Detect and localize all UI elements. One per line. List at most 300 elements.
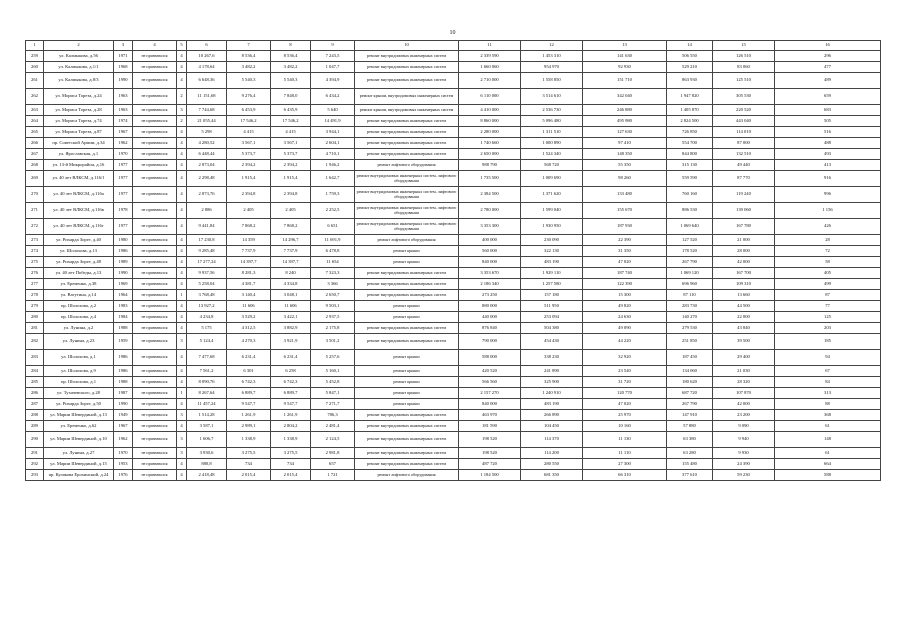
column-header: 3 (114, 41, 133, 51)
table-row (26, 51, 881, 62)
unit-cost-cell: 58 (775, 257, 881, 268)
cost-cell: 2 157 270 (459, 388, 521, 399)
address-cell: ул. 40 лет Победы, д.13 (44, 268, 114, 279)
works-cell: ремонт внутридомовых инженерных систем (355, 290, 459, 301)
category-cell: 4 (177, 421, 187, 432)
year-cell: 1967 (114, 421, 133, 432)
row-number-cell: 292 (26, 459, 44, 470)
cost-cell: 148 350 (583, 149, 667, 160)
cost-cell: 273 250 (459, 290, 521, 301)
emergency-status-cell: не признавался (133, 334, 177, 350)
cost-cell: 9 940 (713, 432, 775, 448)
total-area-cell: 5 124,4 (187, 334, 227, 350)
area-cell: 1 261,9 (227, 410, 271, 421)
emergency-status-cell: не признавался (133, 149, 177, 160)
emergency-status-cell: не признавался (133, 203, 177, 219)
cost-cell: 2 650 000 (459, 149, 521, 160)
area-cell: 3 944,1 (311, 127, 355, 138)
area-cell: 6 231,4 (227, 350, 271, 366)
unit-cost-cell: 493 (775, 149, 881, 160)
address-cell: ул. Калмыкова, д.8/3 (44, 73, 114, 89)
cost-cell: 187 450 (667, 350, 713, 366)
cost-cell: 687 720 (667, 388, 713, 399)
area-cell: 2 124,5 (311, 432, 355, 448)
area-cell: 5 540,3 (227, 73, 271, 89)
emergency-status-cell: не признавался (133, 301, 177, 312)
row-number-cell: 284 (26, 366, 44, 377)
unit-cost-cell: 125 (775, 312, 881, 323)
cost-cell: 886 530 (667, 203, 713, 219)
year-cell: 1962 (114, 432, 133, 448)
address-cell: ул. Шолохова, д.1 (44, 350, 114, 366)
cost-cell: 39 500 (713, 334, 775, 350)
table-row (26, 350, 881, 366)
row-number-cell: 263 (26, 105, 44, 116)
unit-cost-cell: 664 (775, 459, 881, 470)
unit-cost-cell: 659 (775, 89, 881, 105)
cost-cell: 11 110 (583, 448, 667, 459)
works-cell: ремонт внутридомовых инженерных систем, лифтового оборудования (355, 171, 459, 187)
cost-cell: 251 850 (667, 334, 713, 350)
area-cell: 2 937,5 (311, 312, 355, 323)
cost-cell: 863 930 (667, 73, 713, 89)
works-cell: ремонт крыши (355, 257, 459, 268)
address-cell: ул. 13-й Микрорайон, д.16 (44, 160, 114, 171)
cost-cell: 87 110 (667, 290, 713, 301)
year-cell: 1977 (114, 219, 133, 235)
area-cell: 2 989,1 (227, 421, 271, 432)
address-cell: ул. Мориса Тореза, д.74 (44, 116, 114, 127)
cost-cell: 1 453 310 (521, 51, 583, 62)
area-cell: 2 481,4 (311, 421, 355, 432)
cost-cell: 132 510 (713, 149, 775, 160)
area-cell: 3 366 (311, 279, 355, 290)
cost-cell: 87 000 (713, 138, 775, 149)
cost-cell: 880 000 (459, 301, 521, 312)
area-cell: 5 373,7 (271, 149, 311, 160)
category-cell: 4 (177, 51, 187, 62)
year-cell: 1977 (114, 160, 133, 171)
works-cell: ремонт крыши (355, 312, 459, 323)
cost-cell: 954 970 (521, 62, 583, 73)
category-cell: 4 (177, 312, 187, 323)
cost-cell: 66 310 (583, 470, 667, 481)
cost-cell: 13 660 (713, 290, 775, 301)
emergency-status-cell: не признавался (133, 187, 177, 203)
area-cell: 3 882,9 (271, 323, 311, 334)
column-header: 10 (355, 41, 459, 51)
cost-cell: 840 000 (459, 399, 521, 410)
unit-cost-cell: 72 (775, 246, 881, 257)
unit-cost-cell: 413 (775, 160, 881, 171)
row-number-cell: 261 (26, 73, 44, 89)
row-number-cell: 262 (26, 89, 44, 105)
address-cell: ул. Шолохова, д.13 (44, 246, 114, 257)
cost-cell: 1 311 510 (521, 127, 583, 138)
category-cell: 4 (177, 127, 187, 138)
area-cell: 4 312,5 (227, 323, 271, 334)
address-cell: пр. Шолохова, д.4 (44, 312, 114, 323)
cost-cell: 495 980 (583, 116, 667, 127)
unit-cost-cell: 516 (775, 127, 881, 138)
area-cell: 6 301 (227, 366, 271, 377)
cost-cell: 1 184 500 (459, 470, 521, 481)
category-cell: 4 (177, 301, 187, 312)
row-number-cell: 279 (26, 301, 44, 312)
table-row (26, 459, 881, 470)
year-cell: 1988 (114, 377, 133, 388)
area-cell: 6 453,9 (227, 105, 271, 116)
works-cell: ремонт внутридомовых инженерных систем (355, 149, 459, 160)
area-cell: 3 140,4 (227, 290, 271, 301)
total-area-cell: 5 175 (187, 323, 227, 334)
cost-cell: 180 620 (667, 377, 713, 388)
area-cell: 1 338,9 (227, 432, 271, 448)
cost-cell: 151 710 (583, 73, 667, 89)
cost-cell: 29 400 (713, 350, 775, 366)
table-row (26, 410, 881, 421)
year-cell: 1986 (114, 366, 133, 377)
emergency-status-cell: не признавался (133, 89, 177, 105)
area-cell: 7 737,9 (271, 246, 311, 257)
address-cell: ул. Марии Шевердиной, д.15 (44, 459, 114, 470)
works-cell: ремонт внутридомовых инженерных систем, лифтового оборудования (355, 187, 459, 203)
total-area-cell: 8 090,76 (187, 377, 227, 388)
area-cell: 7 737,9 (227, 246, 271, 257)
year-cell: 1976 (114, 470, 133, 481)
column-header: 8 (271, 41, 311, 51)
area-cell: 2 405 (271, 203, 311, 219)
area-cell: 3 422,1 (271, 312, 311, 323)
unit-cost-cell: 84 (775, 377, 881, 388)
area-cell: 7 848,0 (271, 89, 311, 105)
unit-cost-cell: 1 156 (775, 203, 881, 219)
table-row (26, 268, 881, 279)
cost-cell: 559 590 (667, 171, 713, 187)
cost-cell: 266 890 (521, 410, 583, 421)
area-cell: 2 252,5 (311, 203, 355, 219)
cost-cell: 47 020 (583, 399, 667, 410)
unit-cost-cell: 489 (775, 73, 881, 89)
cost-cell: 463 970 (459, 410, 521, 421)
cost-cell: 87 770 (713, 171, 775, 187)
area-cell: 1 915,4 (227, 171, 271, 187)
column-header: 13 (583, 41, 667, 51)
area-cell: 2 015,4 (227, 470, 271, 481)
works-cell: ремонт внутридомовых инженерных систем (355, 334, 459, 350)
table-row (26, 149, 881, 160)
address-cell: ул. Марии Шевердиной, д.13 (44, 410, 114, 421)
emergency-status-cell: не признавался (133, 421, 177, 432)
total-area-cell: 11 457,24 (187, 399, 227, 410)
cost-cell: 134 060 (667, 366, 713, 377)
category-cell: 3 (177, 410, 187, 421)
emergency-status-cell: не признавался (133, 366, 177, 377)
unit-cost-cell: 77 (775, 301, 881, 312)
cost-cell: 241 890 (521, 366, 583, 377)
table-row (26, 312, 881, 323)
emergency-status-cell: не признавался (133, 290, 177, 301)
cost-cell: 44 500 (713, 301, 775, 312)
emergency-status-cell: не признавался (133, 323, 177, 334)
row-number-cell: 276 (26, 268, 44, 279)
area-cell: 6 434,2 (311, 89, 355, 105)
row-number-cell: 269 (26, 171, 44, 187)
area-cell: 2 650,7 (311, 290, 355, 301)
table-row (26, 160, 881, 171)
table-row (26, 399, 881, 410)
total-area-cell: 3 768,48 (187, 290, 227, 301)
cost-cell: 220 520 (713, 105, 775, 116)
area-cell: 4 710,1 (311, 149, 355, 160)
cost-cell: 1 660 060 (459, 62, 521, 73)
works-cell: ремонт лифтового оборудования (355, 160, 459, 171)
cost-cell: 253 094 (521, 312, 583, 323)
area-cell: 3 275,5 (271, 448, 311, 459)
cost-cell: 696 960 (667, 279, 713, 290)
category-cell: 4 (177, 171, 187, 187)
year-cell: 1983 (114, 301, 133, 312)
category-cell: 4 (177, 268, 187, 279)
year-cell: 1988 (114, 323, 133, 334)
total-area-cell: 17 230,8 (187, 235, 227, 246)
category-cell: 4 (177, 187, 187, 203)
works-cell: ремонт крыши, внутридомовых инженерных систем (355, 105, 459, 116)
works-cell: ремонт внутридомовых инженерных систем (355, 127, 459, 138)
cost-cell: 31 720 (583, 377, 667, 388)
area-cell: 7 868,2 (227, 219, 271, 235)
total-area-cell: 13 927,2 (187, 301, 227, 312)
address-cell: ул. Калмыкова, д.56 (44, 51, 114, 62)
cost-cell: 377 610 (667, 470, 713, 481)
cost-cell: 440 000 (459, 312, 521, 323)
total-area-cell: 4 280,52 (187, 138, 227, 149)
cost-cell: 127 630 (583, 127, 667, 138)
category-cell: 3 (177, 334, 187, 350)
unit-cost-cell: 61 (775, 448, 881, 459)
year-cell: 1969 (114, 279, 133, 290)
year-cell: 1962 (114, 138, 133, 149)
emergency-status-cell: не признавался (133, 105, 177, 116)
address-cell: пр. Советской Армии, д.34 (44, 138, 114, 149)
works-cell: ремонт крыши (355, 377, 459, 388)
area-cell: 3 482,2 (271, 62, 311, 73)
works-cell: ремонт крыши (355, 388, 459, 399)
row-number-cell: 259 (26, 51, 44, 62)
row-number-cell: 267 (26, 149, 44, 160)
table-row (26, 127, 881, 138)
address-cell: ул. Мориса Тореза, д.87 (44, 127, 114, 138)
area-cell: 14 296,7 (271, 235, 311, 246)
area-cell: 2 981,8 (311, 448, 355, 459)
table-row (26, 377, 881, 388)
area-cell: 6 478,8 (311, 246, 355, 257)
emergency-status-cell: не признавался (133, 127, 177, 138)
total-area-cell: 1 606,7 (187, 432, 227, 448)
cost-cell: 506 550 (667, 51, 713, 62)
works-cell: ремонт внутридомовых инженерных систем (355, 73, 459, 89)
area-cell: 2 175,8 (311, 323, 355, 334)
cost-cell: 1 930 950 (521, 219, 583, 235)
cost-cell: 1 000 890 (521, 138, 583, 149)
area-cell: 2 405 (227, 203, 271, 219)
cost-cell: 483 190 (521, 399, 583, 410)
cost-cell: 1 257 580 (521, 279, 583, 290)
total-area-cell: 8 267,64 (187, 388, 227, 399)
cost-cell: 92 930 (583, 62, 667, 73)
table-row (26, 432, 881, 448)
works-cell: ремонт внутридомовых инженерных систем (355, 432, 459, 448)
area-cell: 1 642,7 (311, 171, 355, 187)
cost-cell: 155 480 (667, 459, 713, 470)
works-cell: ремонт внутридомовых инженерных систем (355, 448, 459, 459)
emergency-status-cell: не признавался (133, 459, 177, 470)
table-row (26, 290, 881, 301)
column-header: 14 (667, 41, 713, 51)
cost-cell: 443 040 (713, 116, 775, 127)
cost-cell: 322 130 (521, 246, 583, 257)
emergency-status-cell: не признавался (133, 73, 177, 89)
cost-cell: 1 740 660 (459, 138, 521, 149)
table-row (26, 279, 881, 290)
cost-cell: 83 060 (713, 62, 775, 73)
row-number-cell: 285 (26, 377, 44, 388)
cost-cell: 1 009 690 (521, 171, 583, 187)
emergency-status-cell: не признавался (133, 62, 177, 73)
area-cell: 6 742,3 (227, 377, 271, 388)
column-header: 2 (44, 41, 114, 51)
cost-cell: 2 710 000 (459, 73, 521, 89)
cost-cell: 109 310 (713, 279, 775, 290)
total-area-cell: 880,8 (187, 459, 227, 470)
table-row (26, 105, 881, 116)
category-cell: 4 (177, 366, 187, 377)
area-cell: 3 048,1 (271, 290, 311, 301)
cost-cell: 15 300 (583, 290, 667, 301)
address-cell: пр. Кулакова Ерохинский, д.24 (44, 470, 114, 481)
unit-cost-cell: 683 (775, 105, 881, 116)
cost-cell: 483 190 (521, 257, 583, 268)
total-area-cell: 6 648,36 (187, 73, 227, 89)
category-cell: 4 (177, 73, 187, 89)
address-cell: ул. 40 лет ВЛКСМ, д.116/1 (44, 171, 114, 187)
area-cell: 7 323,3 (311, 268, 355, 279)
column-header: 5 (177, 41, 187, 51)
header-row (26, 41, 881, 51)
area-cell: 9 547,7 (271, 399, 311, 410)
cost-cell: 42 000 (713, 399, 775, 410)
address-cell: ул. Ярославская, д.1 (44, 149, 114, 160)
works-cell: ремонт крыши (355, 301, 459, 312)
cost-cell: 27 300 (583, 459, 667, 470)
works-cell: ремонт крыши (355, 399, 459, 410)
area-cell: 7 271,7 (311, 399, 355, 410)
total-area-cell: 9 937,56 (187, 268, 227, 279)
table-row (26, 257, 881, 268)
cost-cell: 141 630 (583, 51, 667, 62)
area-cell: 11 606 (227, 301, 271, 312)
unit-cost-cell: 996 (775, 187, 881, 203)
cost-cell: 988 790 (459, 160, 521, 171)
area-cell: 4 270,3 (227, 334, 271, 350)
row-number-cell: 265 (26, 127, 44, 138)
column-header: 7 (227, 41, 271, 51)
area-cell: 7 243,5 (311, 51, 355, 62)
cost-cell: 2 280 000 (459, 127, 521, 138)
emergency-status-cell: не признавался (133, 350, 177, 366)
cost-cell: 32 920 (583, 350, 667, 366)
area-cell: 734 (227, 459, 271, 470)
address-cell: ул. 40 лет ВЛКСМ, д.116г (44, 219, 114, 235)
year-cell: 1990 (114, 399, 133, 410)
works-cell: ремонт внутридомовых инженерных систем (355, 62, 459, 73)
table-row (26, 138, 881, 149)
cost-cell: 31 350 (583, 246, 667, 257)
cost-cell: 125 510 (713, 73, 775, 89)
category-cell: 3 (177, 105, 187, 116)
row-number-cell: 271 (26, 203, 44, 219)
cost-cell: 167 780 (713, 219, 775, 235)
table-body (26, 51, 881, 481)
area-cell: 5 373,7 (227, 149, 271, 160)
emergency-status-cell: не признавался (133, 257, 177, 268)
area-cell: 4 394,9 (311, 73, 355, 89)
cost-cell: 23 540 (583, 366, 667, 377)
address-cell: ул. Шолохова, д.9 (44, 366, 114, 377)
cost-cell: 246 880 (583, 105, 667, 116)
year-cell: 1970 (114, 448, 133, 459)
works-cell: ремонт внутридомовых инженерных систем (355, 410, 459, 421)
column-header: 1 (26, 41, 44, 51)
category-cell: 2 (177, 116, 187, 127)
row-number-cell: 273 (26, 235, 44, 246)
area-cell: 2 804,2 (271, 421, 311, 432)
cost-cell: 181 590 (459, 421, 521, 432)
area-cell: 5 640 (311, 105, 355, 116)
address-cell: ул. Мориса Тореза, д.28 (44, 105, 114, 116)
cost-cell: 1 405 870 (667, 105, 713, 116)
unit-cost-cell: 185 (775, 334, 881, 350)
area-cell: 2 604,1 (311, 138, 355, 149)
area-cell: 1 261,9 (271, 410, 311, 421)
column-header: 16 (775, 41, 881, 51)
cost-cell: 120 770 (583, 388, 667, 399)
cost-cell: 43 840 (713, 323, 775, 334)
address-cell: ул. 40 лет ВЛКСМ, д.116в (44, 203, 114, 219)
table-row (26, 73, 881, 89)
row-number-cell: 282 (26, 334, 44, 350)
cost-cell: 2 780 000 (459, 203, 521, 219)
unit-cost-cell: 488 (775, 138, 881, 149)
year-cell: 1977 (114, 171, 133, 187)
category-cell: 4 (177, 62, 187, 73)
year-cell: 1978 (114, 203, 133, 219)
year-cell: 1986 (114, 246, 133, 257)
cost-cell: 1 735 500 (459, 171, 521, 187)
row-number-cell: 272 (26, 219, 44, 235)
year-cell: 1987 (114, 388, 133, 399)
works-cell: ремонт крыши (355, 350, 459, 366)
cost-cell: 2 186 340 (459, 279, 521, 290)
cost-cell: 178 520 (667, 246, 713, 257)
column-header: 9 (311, 41, 355, 51)
row-number-cell: 286 (26, 388, 44, 399)
table-row (26, 246, 881, 257)
area-cell: 3 501,2 (311, 334, 355, 350)
area-cell: 9 503,1 (311, 301, 355, 312)
cost-cell: 126 510 (713, 51, 775, 62)
cost-cell: 104 450 (521, 421, 583, 432)
